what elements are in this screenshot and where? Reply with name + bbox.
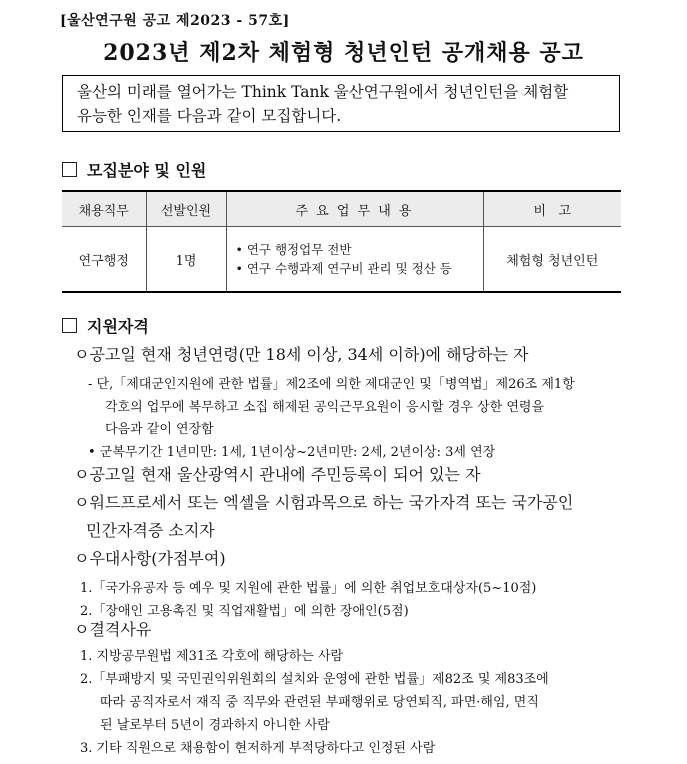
- duty-item: • 연구 행정업무 전반: [236, 240, 482, 259]
- age-note-line-3: 다음과 같이 연장함: [105, 422, 214, 437]
- qualification-residence: ㅇ공고일 현재 울산광역시 관내에 주민등록이 되어 있는 자: [74, 465, 481, 484]
- qualification-age: ㅇ공고일 현재 청년연령(만 18세 이상, 34세 이하)에 해당하는 자: [74, 345, 529, 364]
- cell-count: 1명: [146, 227, 226, 293]
- age-note-line-2: 각호의 업무에 복무하고 소집 해제된 공익근무요원이 응시할 경우 상한 연령을: [105, 400, 545, 415]
- preference-item-2: 2.「장애인 고용촉진 및 직업재활법」에 의한 장애인(5점): [80, 604, 409, 619]
- qualification-cert-line-1: ㅇ워드프로세서 또는 엑셀을 시험과목으로 하는 국가자격 또는 국가공인: [74, 493, 574, 512]
- checkbox-square-icon: [62, 318, 77, 333]
- cell-note: 체험형 청년인턴: [483, 227, 621, 293]
- disqualification-item-2-line-3: 된 날로부터 5년이 경과하지 아니한 사람: [100, 718, 330, 733]
- intro-line-2: 유능한 인재를 다음과 같이 모집합니다.: [77, 107, 342, 125]
- age-note-line-1: - 단,「제대군인지원에 관한 법률」제2조에 의한 제대군인 및「병역법」제26조 제1항: [88, 377, 575, 392]
- header-note: 비 고: [483, 191, 621, 227]
- header-count: 선발인원: [146, 191, 226, 227]
- section-heading-text: 모집분야 및 인원: [87, 161, 207, 180]
- intro-line-1: 울산의 미래를 열어가는 Think Tank 울산연구원에서 청년인턴을 체험할: [77, 83, 569, 101]
- section-heading-qualification: [62, 314, 149, 337]
- table-header-row: [62, 191, 621, 227]
- header-job: 채용직무: [62, 191, 146, 227]
- recruitment-table: [62, 190, 621, 293]
- table-row: [62, 227, 621, 293]
- disqualification-item-2-line-2: 따라 공직자로서 재직 중 직무와 관련된 부패행위로 당연퇴직, 파면·해임, 면직: [100, 695, 539, 710]
- qualification-cert-line-2: 민간자격증 소지자: [86, 521, 215, 540]
- header-duties: 주 요 업 무 내 용: [226, 191, 483, 227]
- preference-heading: ㅇ우대사항(가점부여): [74, 549, 226, 568]
- cell-duties: [226, 227, 483, 293]
- age-bullet: • 군복무기간 1년미만: 1세, 1년이상~2년미만: 2세, 2년이상: 3세 연장: [88, 445, 496, 460]
- checkbox-square-icon: [62, 162, 77, 177]
- notice-number: [울산연구원 공고 제2023 - 57호]: [60, 13, 290, 29]
- disqualification-heading: ㅇ결격사유: [74, 620, 152, 639]
- intro-box: [62, 75, 620, 132]
- section-heading-recruitment: [62, 158, 206, 181]
- section-heading-text: 지원자격: [87, 317, 149, 336]
- disqualification-item-2-line-1: 2.「부패방지 및 국민권익위원회의 설치와 운영에 관한 법률」제82조 및 제83조에: [80, 672, 549, 687]
- disqualification-item-3: 3. 기타 직원으로 채용함이 현저하게 부적당하다고 인정된 사람: [80, 741, 436, 756]
- duty-item: • 연구 수행과제 연구비 관리 및 정산 등: [236, 259, 482, 278]
- cell-job: 연구행정: [62, 227, 146, 293]
- disqualification-item-1: 1. 지방공무원법 제31조 각호에 해당하는 사람: [80, 649, 344, 664]
- preference-item-1: 1.「국가유공자 등 예우 및 지원에 관한 법률」에 의한 취업보호대상자(5~10점): [80, 581, 537, 596]
- page-title: 2023년 제2차 체험형 청년인턴 공개채용 공고: [103, 40, 584, 66]
